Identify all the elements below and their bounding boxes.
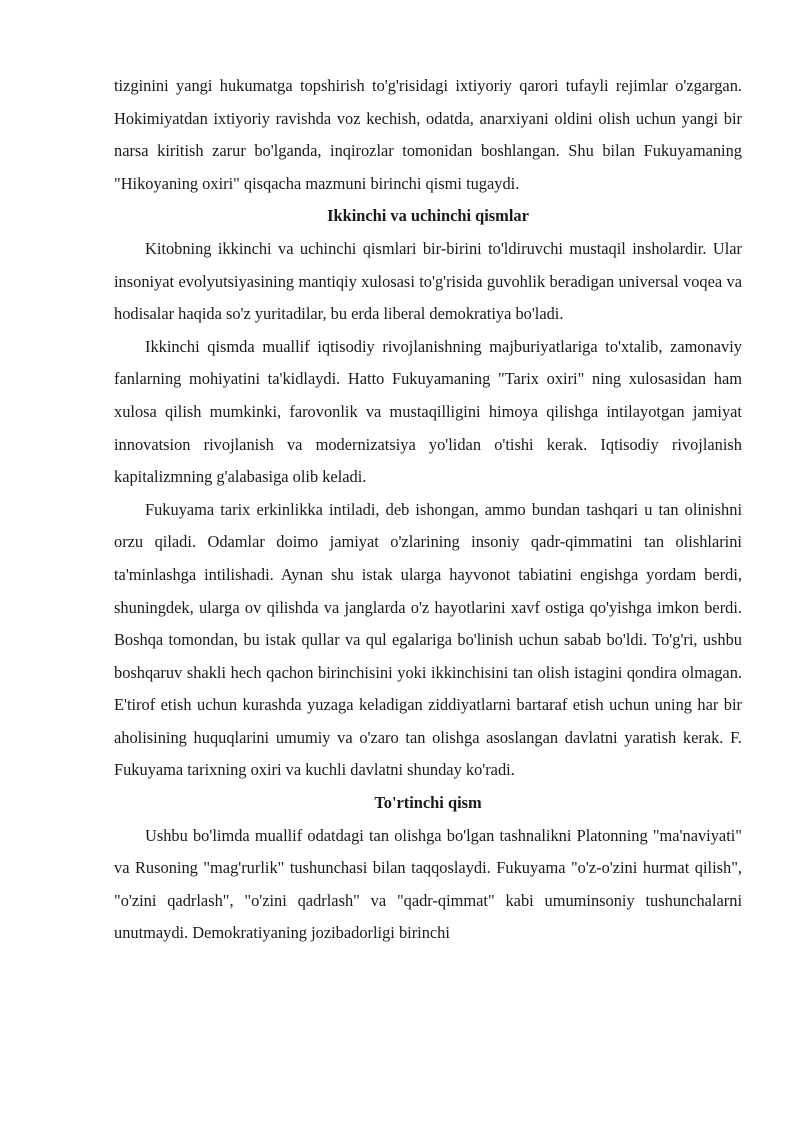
- section-heading: To'rtinchi qism: [374, 793, 482, 813]
- paragraph: Ikkinchi qismda muallif iqtisodiy rivojlanishning majburiyatlariga to'xtalib, zamonaviy fanlarning mohiyatini ta'kidlaydi. Hatto Fukuyamaning "Tarix oxiri" ning xulosasidan ham xulosa qilish mumkinki, farovonlik va mustaqilligini himoya qilishga intilayotgan jamiyat innovatsion rivojlanish va modernizatsiya yo'lidan o'tishi kerak. Iqtisodiy rivojlanish kapitalizmning g'alabasiga olib keladi.: [114, 336, 742, 487]
- section-heading: Ikkinchi va uchinchi qismlar: [327, 206, 529, 226]
- document-page: [114, 70, 742, 950]
- paragraph: tizginini yangi hukumatga topshirish to'g'risidagi ixtiyoriy qarori tufayli rejimlar o'zgargan. Hokimiyatdan ixtiyoriy ravishda voz kechish, odatda, anarxiyani oldini olish uchun yangi bir narsa kiritish zarur bo'lganda, inqirozlar tomonidan boshlangan. Shu bilan Fukuyamaning "Hikoyaning oxiri" qisqacha mazmuni birinchi qismi tugaydi.: [114, 76, 742, 193]
- paragraph: Kitobning ikkinchi va uchinchi qismlari bir-birini to'ldiruvchi mustaqil insholardir. Ular insoniyat evolyutsiyasining mantiqiy xulosasi to'g'risida guvohlik beradigan universal voqea va hodisalar haqida so'z yuritadilar, bu erda liberal demokratiya bo'ladi.: [114, 238, 742, 324]
- paragraph: Ushbu bo'limda muallif odatdagi tan olishga bo'lgan tashnalikni Platonning "ma'naviyati" va Rusoning "mag'rurlik" tushunchasi bilan taqqoslaydi. Fukuyama "o'z-o'zini hurmat qilish", "o'zini qadrlash", "o'zini qadrlash" va "qadr-qimmat" kabi umuminsoniy tushunchalarni unutmaydi. Demokratiyaning jozibadorligi birinchi: [114, 825, 742, 943]
- paragraph: Fukuyama tarix erkinlikka intiladi, deb ishongan, ammo bundan tashqari u tan olinishni orzu qiladi. Odamlar doimo jamiyat o'zlarining insoniy qadr-qimmatini tan olishlarini ta'minlashga intilishadi. Aynan shu istak ularga hayvonot tabiatini engishga yordam berdi, shuningdek, ularga ov qilishda va janglarda o'z hayotlarini xavf ostiga qo'yishga imkon berdi. Boshqa tomondan, bu istak qullar va qul egalariga bo'linish uchun sabab bo'ldi. To'g'ri, ushbu boshqaruv shakli hech qachon birinchisini yoki ikkinchisini tan olish istagini qondira olmagan. E'tirof etish uchun kurashda yuzaga keladigan ziddiyatlarni bartaraf etish uchun uning har bir aholisining huquqlarini umumiy va o'zaro tan olishga asoslangan davlatni yaratish kerak. F. Fukuyama tarixning oxiri va kuchli davlatni shunday ko'radi.: [114, 499, 742, 780]
